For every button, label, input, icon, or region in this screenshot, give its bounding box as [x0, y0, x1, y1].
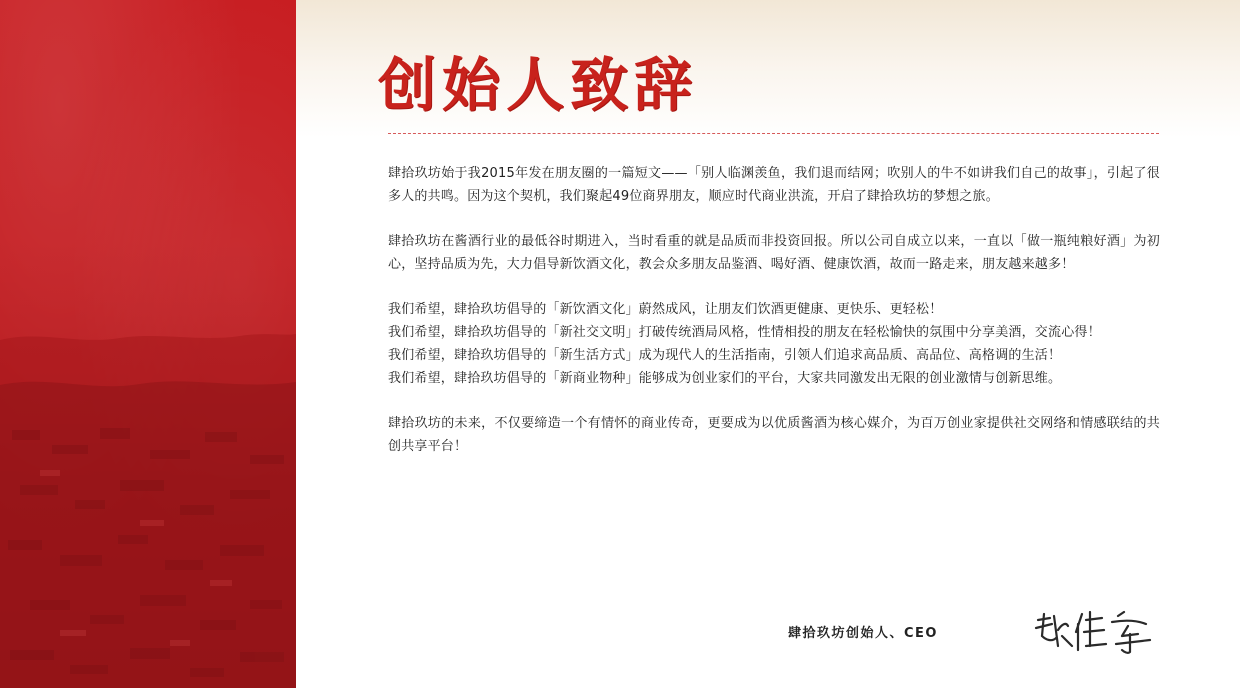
page-title: 创始人致辞	[378, 51, 699, 119]
title-divider	[388, 133, 1159, 134]
speech-body	[388, 162, 1160, 480]
wish-item: 我们希望，肆拾玖坊倡导的「新社交文明」打破传统酒局风格，性情相投的朋友在轻松愉快的氛围中分享美酒，交流心得！	[388, 325, 1101, 340]
wish-item: 我们希望，肆拾玖坊倡导的「新商业物种」能够成为创业家们的平台，大家共同激发出无限的创业激情与创新思维。	[388, 371, 1062, 386]
wishes-list	[388, 298, 1160, 390]
signature-title: 肆拾玖坊创始人、CEO	[788, 626, 938, 641]
wish-item: 我们希望，肆拾玖坊倡导的「新生活方式」成为现代人的生活指南，引领人们追求高品质、高品位、高格调的生活！	[388, 348, 1062, 363]
wish-item: 我们希望，肆拾玖坊倡导的「新饮酒文化」蔚然成风，让朋友们饮酒更健康、更快乐、更轻松！	[388, 302, 943, 317]
paragraph-future: 肆拾玖坊的未来，不仅要缔造一个有情怀的商业传奇，更要成为以优质酱酒为核心媒介，为百万创业家提供社交网络和情感联结的共创共享平台！	[388, 416, 1160, 454]
signature-block	[788, 612, 1168, 652]
paragraph-origin: 肆拾玖坊始于我2015年发在朋友圈的一篇短文——「别人临渊羡鱼，我们退而结网；吹别人的牛不如讲我们自己的故事」，引起了很多人的共鸣。因为这个契机，我们聚起49位商界朋友，顺应时代商业洪流，开启了肆拾玖坊的梦想之旅。	[388, 166, 1160, 204]
paragraph-quality: 肆拾玖坊在酱酒行业的最低谷时期进入，当时看重的就是品质而非投资回报。所以公司自成立以来，一直以「做一瓶纯粮好酒」为初心，坚持品质为先，大力倡导新饮酒文化，教会众多朋友品鉴酒、喝好酒、健康饮酒，故而一路走来，朋友越来越多！	[388, 234, 1160, 272]
decorative-red-landscape-panel	[0, 0, 296, 688]
handwritten-signature	[1032, 606, 1160, 658]
landscape-illustration	[0, 0, 296, 688]
